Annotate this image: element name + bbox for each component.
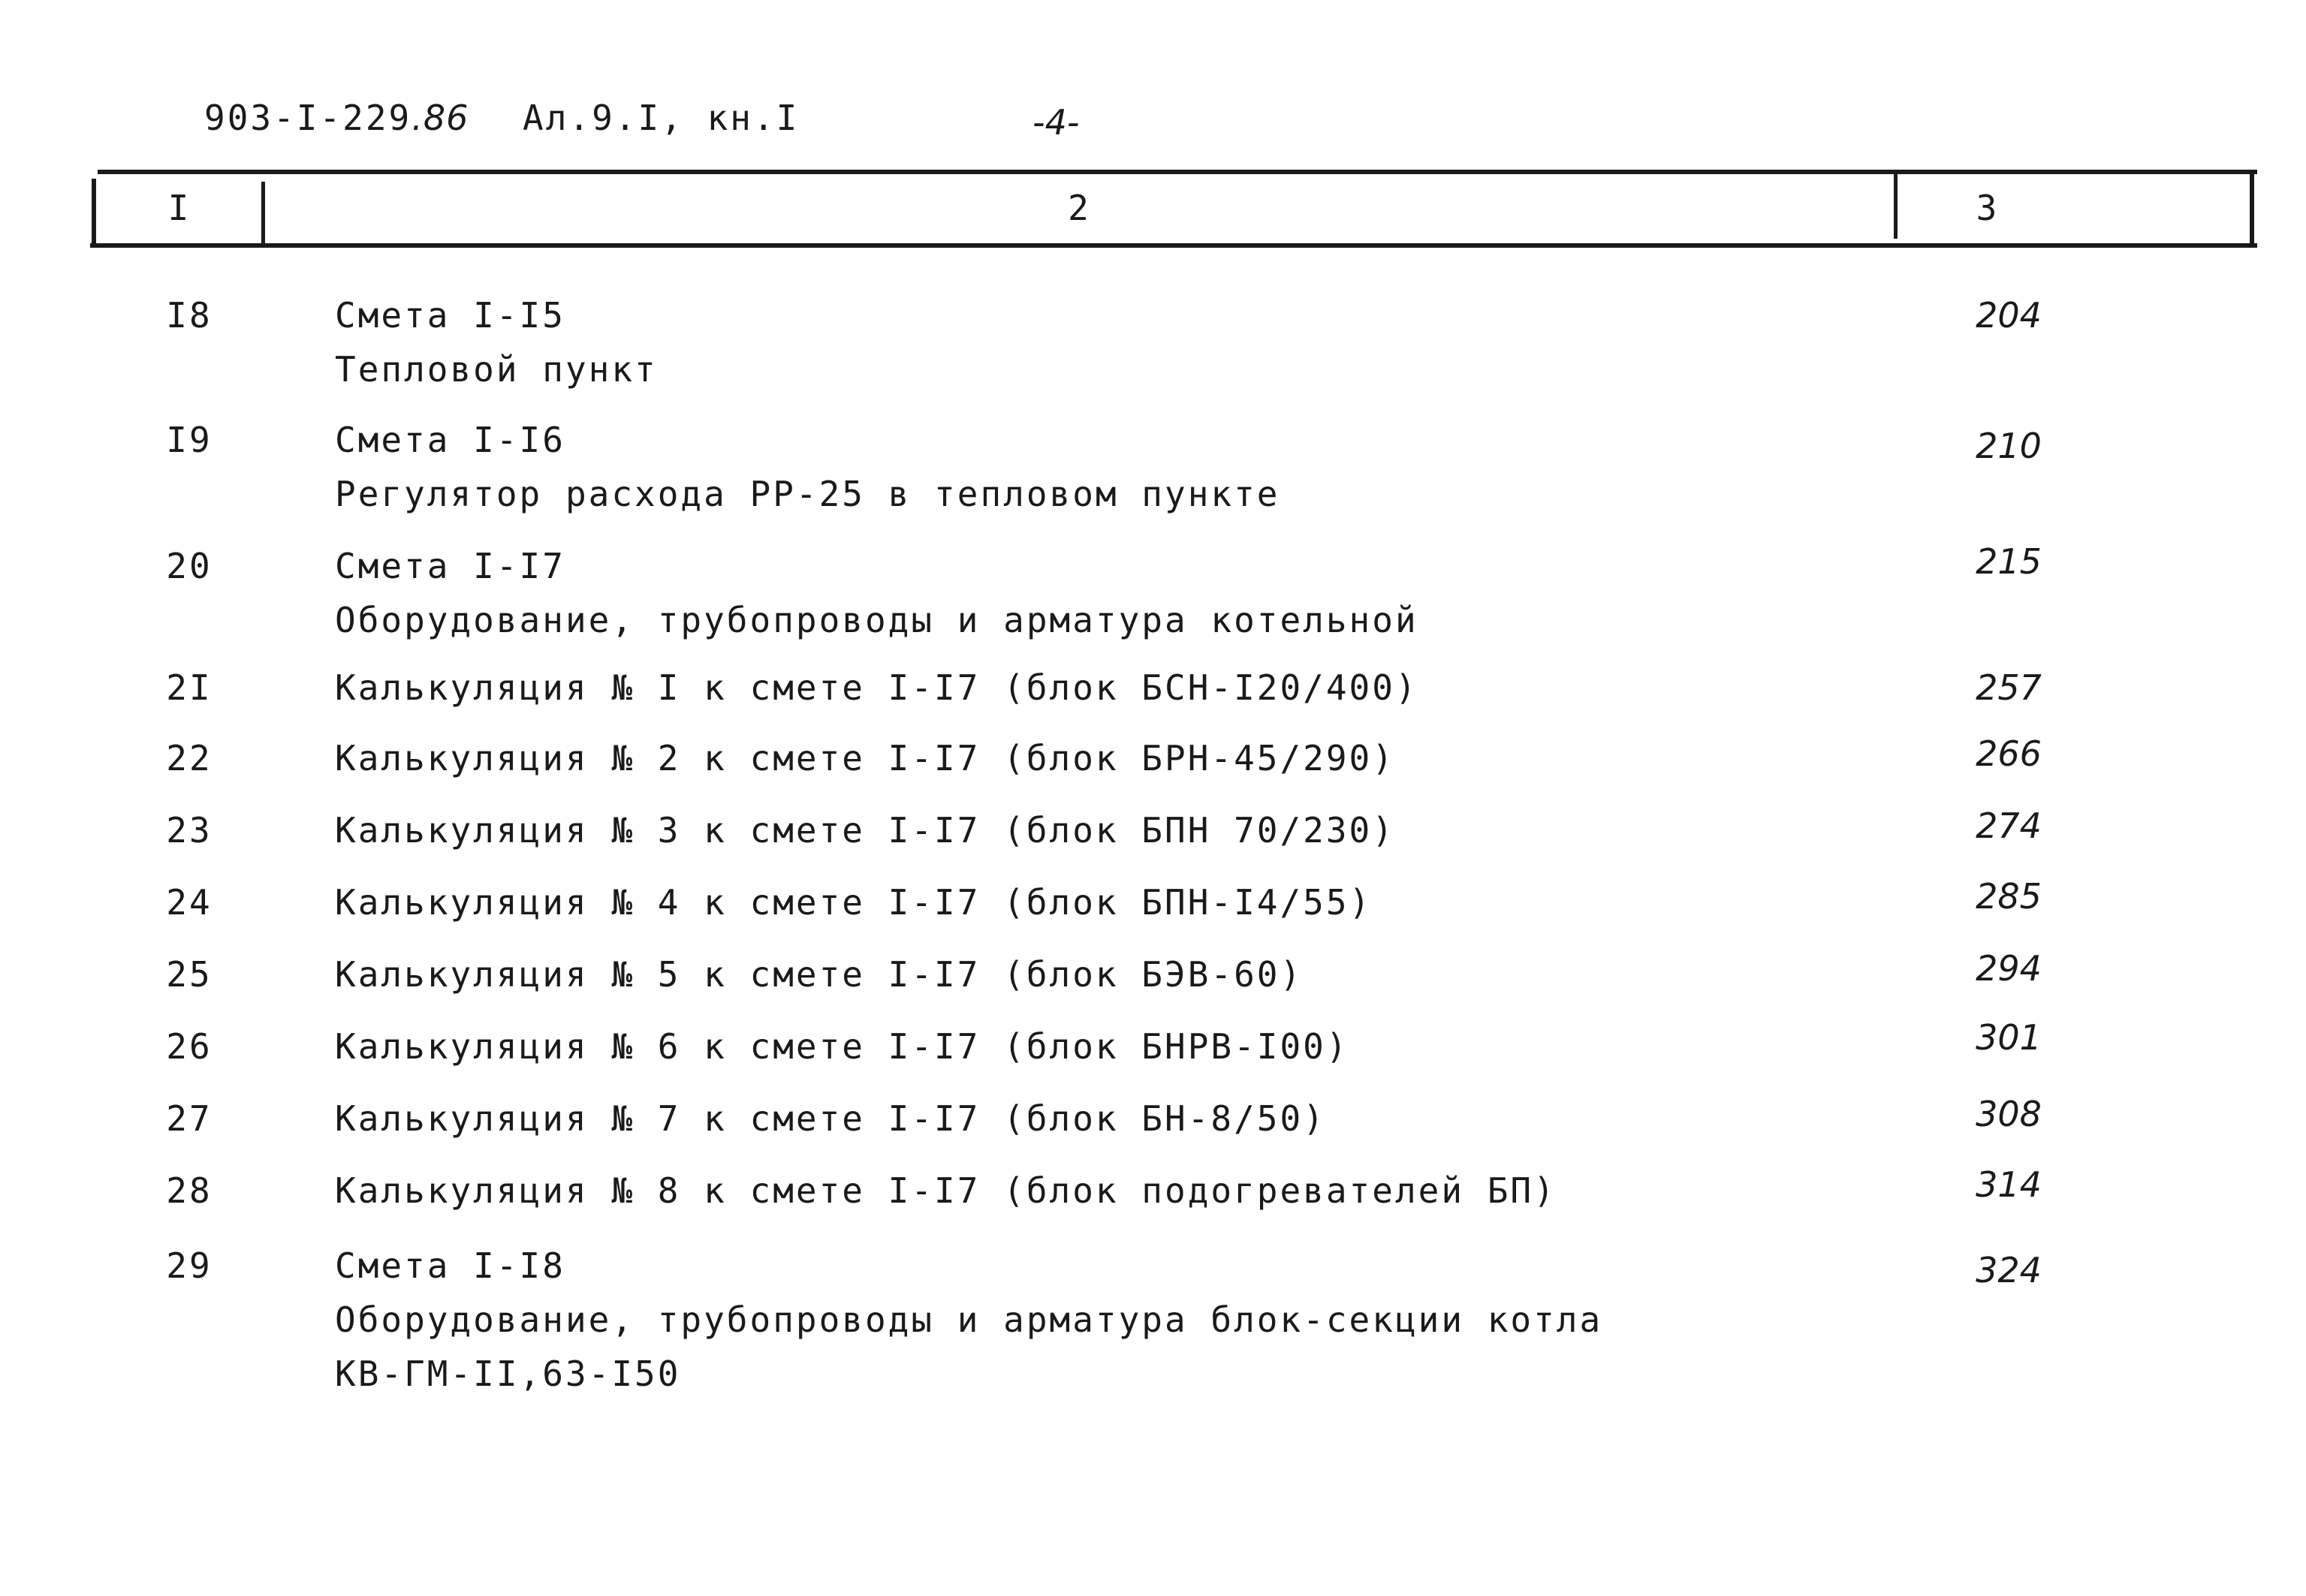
row-number: 2I [166,667,213,708]
row-title: Смета I-I6 [335,420,565,460]
row-page: 324 [1976,1250,2042,1290]
row-description [335,1239,1602,1401]
row-number: 25 [166,954,213,995]
page-number: -4- [1032,102,1080,143]
table-header-bottom-rule [90,243,2257,248]
row-number: 27 [166,1098,213,1139]
row-title: Калькуляция № 3 к смете I-I7 (блок БПН 70/230) [335,810,1395,851]
row-page: 285 [1976,876,2042,917]
row-description [335,947,1303,1001]
row-title: Калькуляция № 6 к смете I-I7 (блок БНРВ-I00) [335,1026,1349,1067]
row-number: 24 [166,882,213,923]
table-header-left-border [92,179,96,248]
row-title: Калькуляция № 4 к смете I-I7 (блок БПН-I4/55) [335,882,1373,923]
row-title: Калькуляция № 5 к смете I-I7 (блок БЭВ-60) [335,954,1304,995]
column-header-number: I [167,188,191,228]
table-header-right-border [2250,170,2254,246]
row-page: 294 [1976,948,2042,989]
row-subtitle: Оборудование, трубопроводы и арматура блок-секции котла [335,1299,1603,1340]
row-title: Смета I-I7 [335,546,565,586]
row-description [335,661,1418,715]
document-code-number: 903-I-229 [204,98,412,138]
row-subtitle: Регулятор расхода РР-25 в тепловом пункте [335,474,1280,514]
row-page: 210 [1976,426,2042,466]
row-page: 257 [1976,667,2042,708]
row-description [335,1019,1349,1074]
album-reference: Ал.9.I, кн.I [523,98,800,138]
row-page: 215 [1976,541,2042,582]
row-title: Смета I-I5 [335,295,565,336]
row-number: 28 [166,1170,213,1211]
row-description [335,875,1372,929]
row-title: Калькуляция № 8 к смете I-I7 (блок подогревателей БП) [335,1170,1557,1211]
column-header-description: 2 [1068,188,1091,228]
row-title: Калькуляция № I к смете I-I7 (блок БСН-I20/400) [335,667,1418,708]
row-page: 308 [1976,1094,2042,1134]
row-description [335,413,1280,521]
row-description [335,803,1395,857]
row-page: 266 [1976,733,2042,774]
row-title: Смета I-I8 [335,1245,565,1286]
document-code [204,98,469,138]
row-description [335,1164,1557,1218]
row-page: 274 [1976,806,2042,846]
table-header-top-rule [98,170,2257,174]
row-description [335,288,658,396]
row-description [335,731,1395,785]
row-subtitle: КВ-ГМ-II,63-I50 [335,1354,681,1394]
row-number: I8 [166,295,213,336]
row-page: 301 [1976,1017,2042,1058]
document-code-year: .86 [411,98,469,138]
row-subtitle: Оборудование, трубопроводы и арматура котельной [335,600,1418,640]
column-header-page: 3 [1976,188,2000,228]
row-title: Калькуляция № 2 к смете I-I7 (блок БРН-45/290) [335,738,1395,778]
row-number: 23 [166,810,213,851]
row-page: 314 [1976,1164,2042,1205]
row-description [335,539,1418,647]
row-description [335,1092,1326,1146]
row-subtitle: Тепловой пункт [335,349,658,390]
row-page: 204 [1976,295,2042,336]
row-number: 29 [166,1245,213,1286]
row-number: I9 [166,420,213,460]
row-number: 26 [166,1026,213,1067]
row-number: 20 [166,546,213,586]
row-number: 22 [166,738,213,778]
row-title: Калькуляция № 7 к смете I-I7 (блок БН-8/50) [335,1098,1326,1139]
